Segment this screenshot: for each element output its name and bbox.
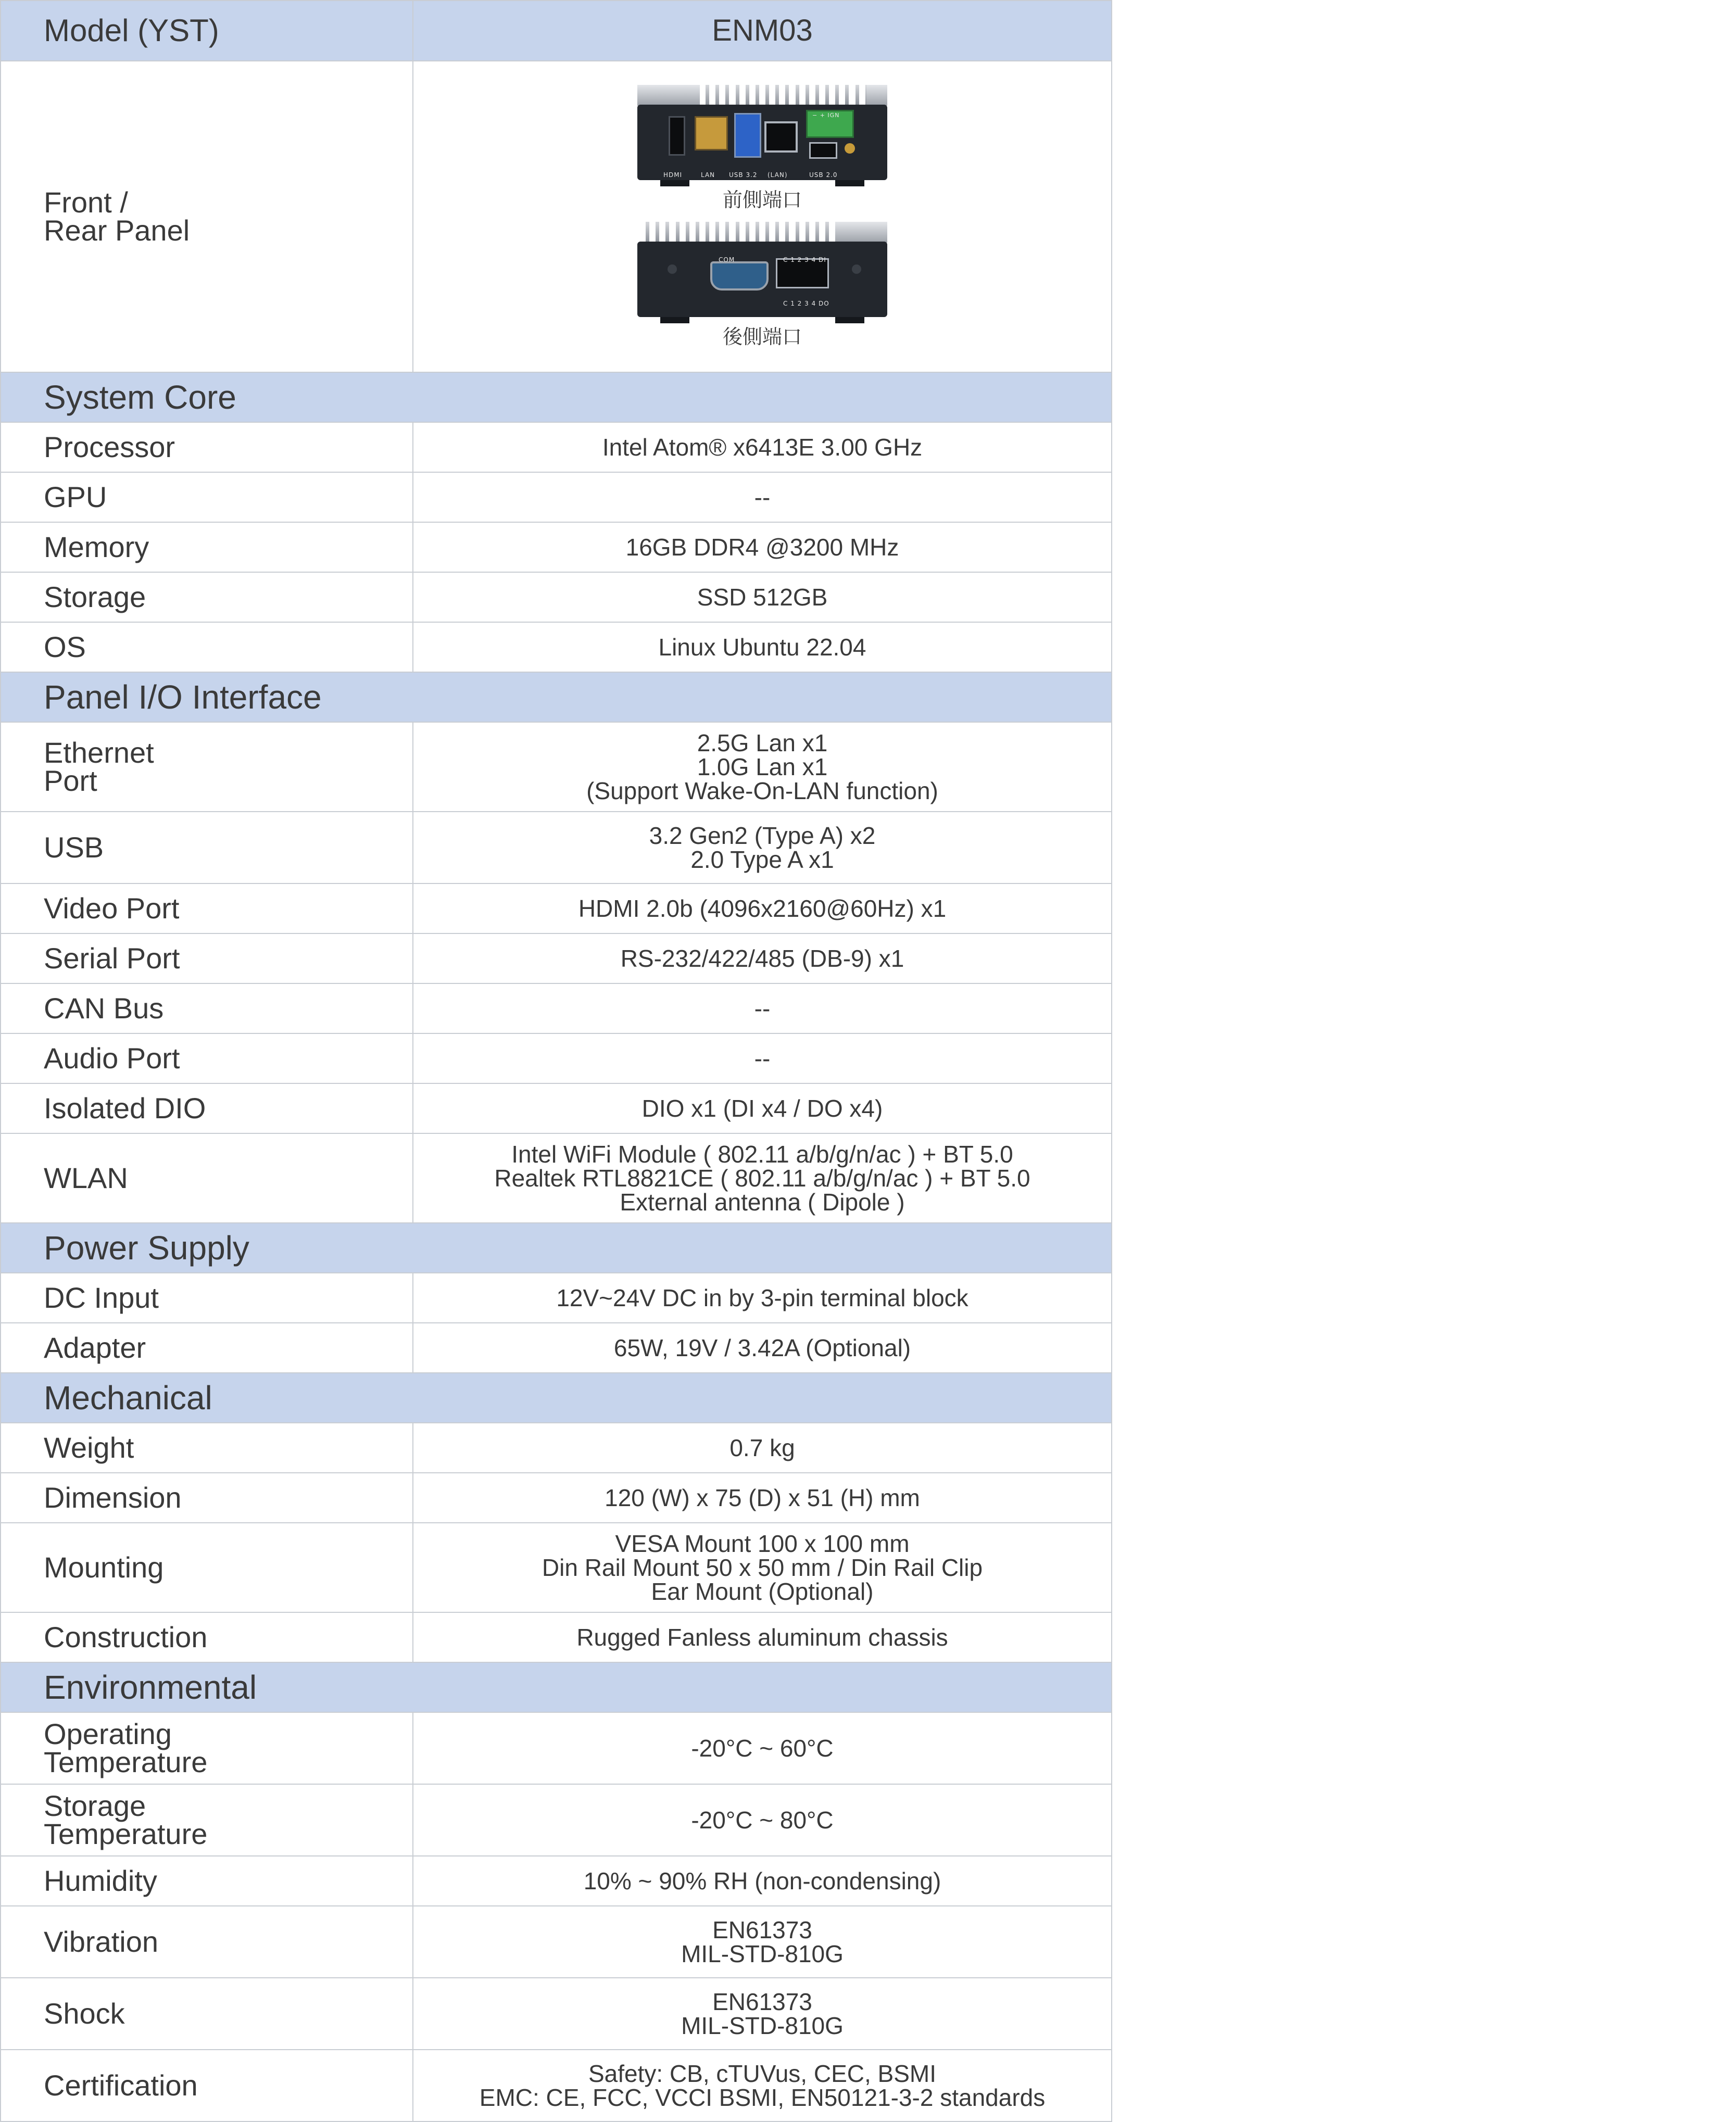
spec-row [1, 1033, 1112, 1083]
spec-label-line: Construction [44, 1621, 208, 1653]
spec-label [1, 1612, 413, 1662]
spec-row [1, 1784, 1112, 1856]
spec-label-line: Adapter [44, 1331, 146, 1364]
spec-value-line: Rugged Fanless aluminum chassis [576, 1624, 948, 1651]
spec-value [413, 522, 1112, 572]
spec-row [1, 1712, 1112, 1784]
spec-value [413, 1323, 1112, 1373]
section-header [1, 1662, 1112, 1712]
spec-label [1, 572, 413, 622]
screw-right [852, 264, 861, 274]
spec-value-line: EN61373 [712, 1988, 812, 2015]
spec-label-line: Temperature [44, 1817, 208, 1850]
spec-value [413, 472, 1112, 522]
spec-row [1, 983, 1112, 1033]
panel-row [1, 61, 1112, 372]
spec-label [1, 1423, 413, 1473]
spec-value-line: MIL-STD-810G [681, 1940, 844, 1967]
spec-value [413, 622, 1112, 672]
spec-value [413, 1133, 1112, 1223]
spec-value [413, 572, 1112, 622]
panel-images [413, 61, 1112, 372]
rear-caption: 後側端口 [722, 325, 802, 348]
spec-value-line: -20°C ~ 60°C [691, 1735, 834, 1762]
front-panel-image [637, 85, 887, 211]
front-chassis [637, 105, 887, 180]
front-port-label: USB 2.0 [809, 171, 838, 179]
spec-label-line: Audio Port [44, 1042, 180, 1075]
spec-row [1, 933, 1112, 983]
section-header [1, 1373, 1112, 1423]
spec-value [413, 1612, 1112, 1662]
spec-label [1, 622, 413, 672]
panel-label: Front / Rear Panel [1, 61, 413, 372]
spec-value-line: VESA Mount 100 x 100 mm [615, 1530, 910, 1557]
section-header [1, 372, 1112, 422]
spec-label-line: CAN Bus [44, 992, 164, 1025]
spec-label [1, 722, 413, 812]
spec-value [413, 1423, 1112, 1473]
spec-label [1, 422, 413, 472]
spec-value [413, 933, 1112, 983]
spec-value-line: 65W, 19V / 3.42A (Optional) [613, 1334, 911, 1361]
spec-value [413, 812, 1112, 883]
spec-row [1, 572, 1112, 622]
spec-label-line: WLAN [44, 1161, 128, 1194]
spec-value [413, 1978, 1112, 2050]
spec-row [1, 1083, 1112, 1133]
spec-value [413, 722, 1112, 812]
spec-label-line: Shock [44, 1997, 125, 2030]
spec-label-line: Processor [44, 431, 175, 463]
spec-row [1, 1978, 1112, 2050]
spec-row [1, 1523, 1112, 1612]
front-port-label: (LAN) [768, 171, 788, 179]
spec-label [1, 1712, 413, 1784]
header-label: Model (YST) [1, 1, 413, 61]
rear-chassis [637, 242, 887, 317]
spec-value [413, 1523, 1112, 1612]
section-header [1, 672, 1112, 722]
spec-value-line: Ear Mount (Optional) [651, 1578, 874, 1605]
spec-label-line: Serial Port [44, 942, 180, 975]
power-button [845, 143, 855, 154]
spec-row [1, 1133, 1112, 1223]
spec-row [1, 472, 1112, 522]
spec-value-line: SSD 512GB [697, 584, 828, 611]
spec-value-line: 1.0G Lan x1 [697, 753, 828, 780]
spec-label-line: Weight [44, 1431, 134, 1464]
usb20-port [809, 142, 837, 159]
front-port-label: LAN [701, 171, 715, 179]
spec-value-line: RS-232/422/485 (DB-9) x1 [620, 945, 904, 972]
spec-value-line: -20°C ~ 80°C [691, 1807, 834, 1834]
spec-value-line: 3.2 Gen2 (Type A) x2 [649, 822, 876, 849]
spec-label [1, 1978, 413, 2050]
section-title: Mechanical [1, 1373, 1112, 1423]
spec-value-line: DIO x1 (DI x4 / DO x4) [641, 1095, 883, 1122]
spec-label [1, 883, 413, 933]
spec-row [1, 722, 1112, 812]
spec-label [1, 2050, 413, 2121]
section-title: Environmental [1, 1662, 1112, 1712]
spec-row [1, 1273, 1112, 1323]
spec-value-line: MIL-STD-810G [681, 2012, 844, 2039]
usb32-ports [734, 113, 761, 158]
spec-value [413, 1712, 1112, 1784]
spec-value [413, 1856, 1112, 1906]
spec-label-line: GPU [44, 481, 107, 513]
spec-label-line: Humidity [44, 1864, 157, 1897]
spec-label [1, 472, 413, 522]
spec-label [1, 933, 413, 983]
spec-label-line: Dimension [44, 1481, 182, 1514]
spec-row [1, 522, 1112, 572]
spec-value [413, 1473, 1112, 1523]
rear-feet [637, 317, 887, 323]
spec-row [1, 1323, 1112, 1373]
spec-row [1, 622, 1112, 672]
spec-value-line: 12V~24V DC in by 3-pin terminal block [556, 1284, 968, 1311]
spec-label-line: Memory [44, 530, 149, 563]
spec-label-line: OS [44, 630, 86, 663]
section-header [1, 1223, 1112, 1273]
spec-row [1, 1423, 1112, 1473]
spec-row [1, 422, 1112, 472]
spec-row [1, 2050, 1112, 2121]
spec-value [413, 422, 1112, 472]
spec-value [413, 1033, 1112, 1083]
spec-value [413, 883, 1112, 933]
front-port-label: USB 3.2 [729, 171, 758, 179]
hdmi-port [669, 116, 685, 156]
header-row [1, 1, 1112, 61]
spec-value [413, 1784, 1112, 1856]
section-title: System Core [1, 372, 1112, 422]
spec-label-line: Storage [44, 580, 146, 613]
spec-value-line: Intel WiFi Module ( 802.11 a/b/g/n/ac ) + BT 5.0 [511, 1141, 1013, 1168]
spec-label [1, 1133, 413, 1223]
spec-value-line: 0.7 kg [729, 1434, 795, 1461]
spec-label [1, 812, 413, 883]
spec-label [1, 1784, 413, 1856]
spec-label [1, 983, 413, 1033]
spec-row [1, 812, 1112, 883]
spec-value-line: 2.0 Type A x1 [690, 846, 834, 873]
spec-value [413, 2050, 1112, 2121]
spec-label-line: Certification [44, 2069, 198, 2102]
spec-value [413, 1273, 1112, 1323]
screw-left [668, 264, 677, 274]
spec-label [1, 1856, 413, 1906]
spec-value-line: -- [754, 1045, 771, 1072]
rear-port-label: C 1 2 3 4 DO [783, 300, 829, 307]
spec-value [413, 1906, 1112, 1978]
rear-port-label: C 1 2 3 4 DI [783, 256, 826, 263]
spec-value-line: (Support Wake-On-LAN function) [586, 777, 938, 804]
model-name: ENM03 [413, 1, 1112, 61]
spec-value-line: EMC: CE, FCC, VCCI BSMI, EN50121-3-2 standards [479, 2084, 1046, 2111]
lan-port-1g [764, 121, 798, 153]
spec-label [1, 1473, 413, 1523]
spec-value-line: -- [754, 484, 771, 511]
spec-label [1, 1273, 413, 1323]
section-title: Panel I/O Interface [1, 672, 1112, 722]
spec-value-line: 10% ~ 90% RH (non-condensing) [583, 1867, 941, 1894]
spec-value-line: -- [754, 995, 771, 1022]
spec-label-line: Vibration [44, 1925, 159, 1958]
spec-label-line: Mounting [44, 1551, 164, 1584]
spec-value-line: HDMI 2.0b (4096x2160@60Hz) x1 [578, 895, 947, 922]
front-port-label: HDMI [663, 171, 683, 179]
spec-value [413, 1083, 1112, 1133]
spec-value-line: EN61373 [712, 1916, 812, 1943]
spec-value [413, 983, 1112, 1033]
spec-label-line: Isolated DIO [44, 1092, 206, 1125]
spec-label-line: DC Input [44, 1281, 159, 1314]
spec-value-line: Intel Atom® x6413E 3.00 GHz [602, 434, 923, 461]
spec-label-line: Temperature [44, 1746, 208, 1778]
spec-label-line: Video Port [44, 892, 180, 925]
spec-value-line: Realtek RTL8821CE ( 802.11 a/b/g/n/ac ) + BT 5.0 [494, 1165, 1030, 1192]
spec-value-line: 2.5G Lan x1 [697, 729, 828, 756]
spec-row [1, 1473, 1112, 1523]
front-caption: 前側端口 [722, 188, 802, 211]
spec-row [1, 883, 1112, 933]
spec-label [1, 1083, 413, 1133]
spec-label [1, 1033, 413, 1083]
spec-label-line: Operating [44, 1717, 172, 1750]
spec-label-line: Port [44, 764, 97, 797]
spec-value-line: 120 (W) x 75 (D) x 51 (H) mm [605, 1484, 920, 1511]
front-feet [637, 180, 887, 186]
spec-label [1, 1906, 413, 1978]
spec-value-line: Linux Ubuntu 22.04 [658, 634, 866, 661]
rear-panel-image [637, 222, 887, 348]
spec-row [1, 1856, 1112, 1906]
spec-label-line: Ethernet [44, 736, 154, 769]
spec-value-line: Din Rail Mount 50 x 50 mm / Din Rail Clip [542, 1554, 983, 1581]
spec-row [1, 1906, 1112, 1978]
spec-label [1, 1323, 413, 1373]
lan-port-2-5g [695, 116, 728, 150]
spec-value-line: 16GB DDR4 @3200 MHz [625, 534, 899, 561]
spec-label [1, 1523, 413, 1612]
spec-label-line: Storage [44, 1789, 146, 1822]
section-title: Power Supply [1, 1223, 1112, 1273]
spec-label [1, 522, 413, 572]
spec-label-line: USB [44, 831, 104, 864]
spec-value-line: External antenna ( Dipole ) [620, 1189, 905, 1216]
front-port-label: − + IGN [812, 112, 840, 119]
spec-value-line: Safety: CB, cTUVus, CEC, BSMI [588, 2060, 936, 2087]
spec-row [1, 1612, 1112, 1662]
rear-port-label: COM [719, 256, 735, 263]
